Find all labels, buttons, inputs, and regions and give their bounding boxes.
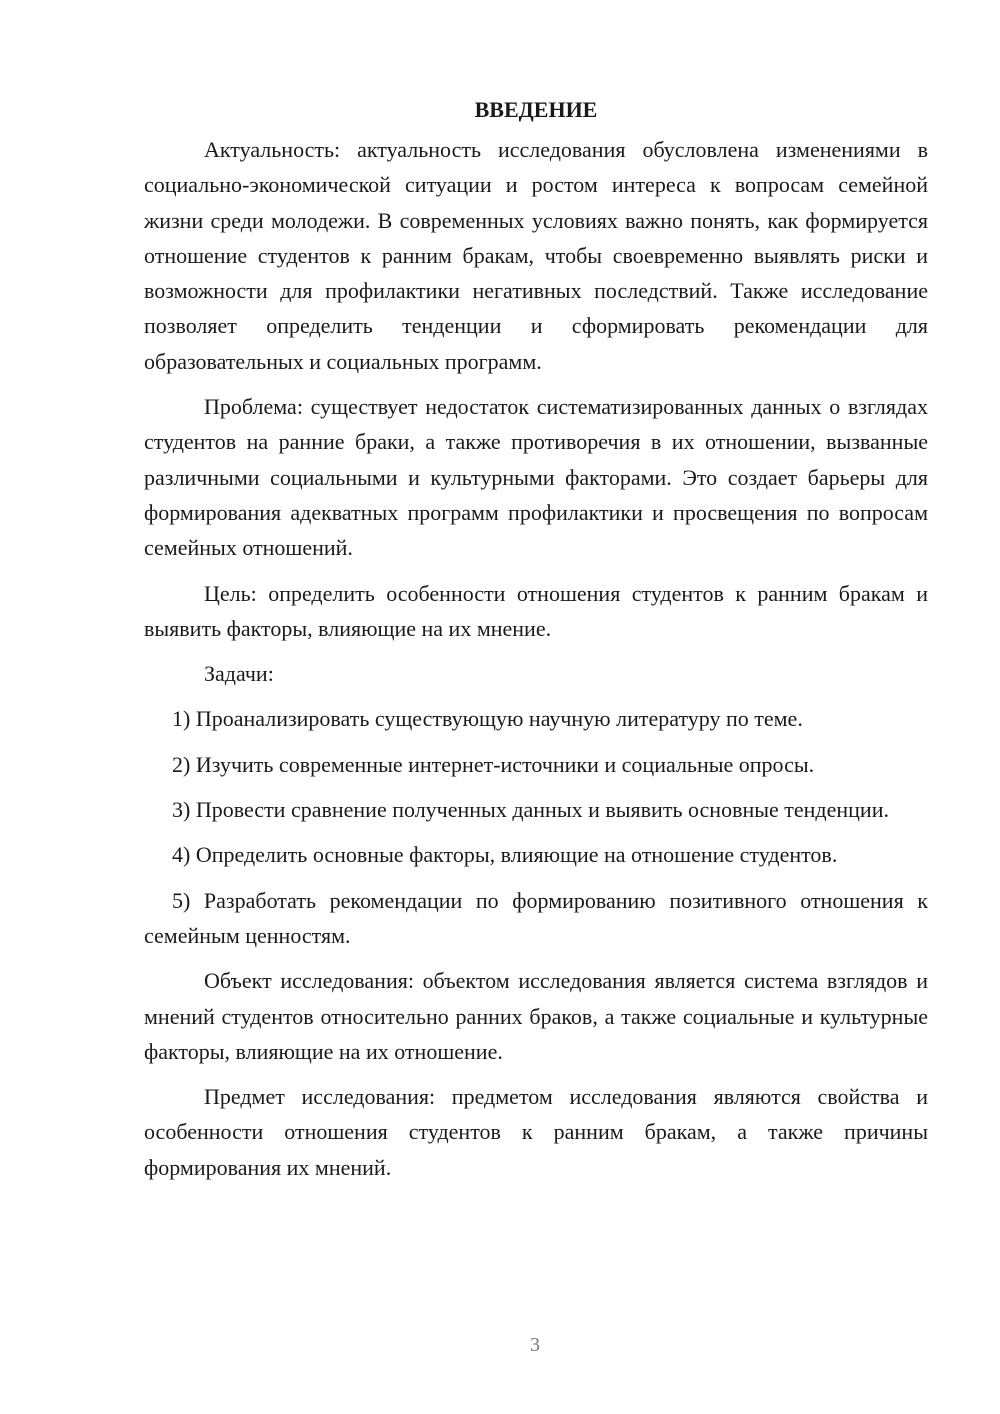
relevance-paragraph: Актуальность: актуальность исследования обусловлена изменениями в социально-экономической ситуации и ростом интереса к вопросам семейной жизни среди молодежи. В современных условиях важно понять, как формируется отношение студентов к ранним бракам, чтобы своевременно выявлять риски и возможности для профилактики негативных последствий. Также исследование позволяет определить тенденции и сформировать рекомендации для образовательных и социальных программ. (144, 137, 928, 374)
subject-paragraph: Предмет исследования: предметом исследования являются свойства и особенности отношения студентов к ранним бракам, а также причины формирования их мнений. (144, 1084, 928, 1180)
problem-paragraph: Проблема: существует недостаток систематизированных данных о взглядах студентов на ранние браки, а также противоречия в их отношении, вызванные различными социальными и культурными факторами. Это создает барьеры для формирования адекватных программ профилактики и просвещения по вопросам семейных отношений. (144, 394, 928, 561)
page-title: ВВЕДЕНИЕ (474, 97, 598, 122)
page-number: 3 (530, 1334, 540, 1356)
goal-paragraph: Цель: определить особенности отношения студентов к ранним бракам и выявить факторы, влияющие на их мнение. (144, 580, 928, 641)
task-item-3: 3) Провести сравнение полученных данных и выявить основные тенденции. (172, 797, 889, 823)
object-paragraph: Объект исследования: объектом исследования является система взглядов и мнений студентов относительно ранних браков, а также социальные и культурные факторы, влияющие на их отношение. (144, 968, 928, 1064)
tasks-heading: Задачи: (204, 661, 274, 687)
task-item-1: 1) Проанализировать существующую научную литературу по теме. (172, 706, 803, 732)
document-page (144, 88, 928, 1185)
task-item-5: 5) Разработать рекомендации по формированию позитивного отношения к семейным ценностям. (144, 887, 928, 948)
task-item-4: 4) Определить основные факторы, влияющие на отношение студентов. (172, 842, 838, 868)
task-item-2: 2) Изучить современные интернет-источники и социальные опросы. (172, 751, 815, 777)
